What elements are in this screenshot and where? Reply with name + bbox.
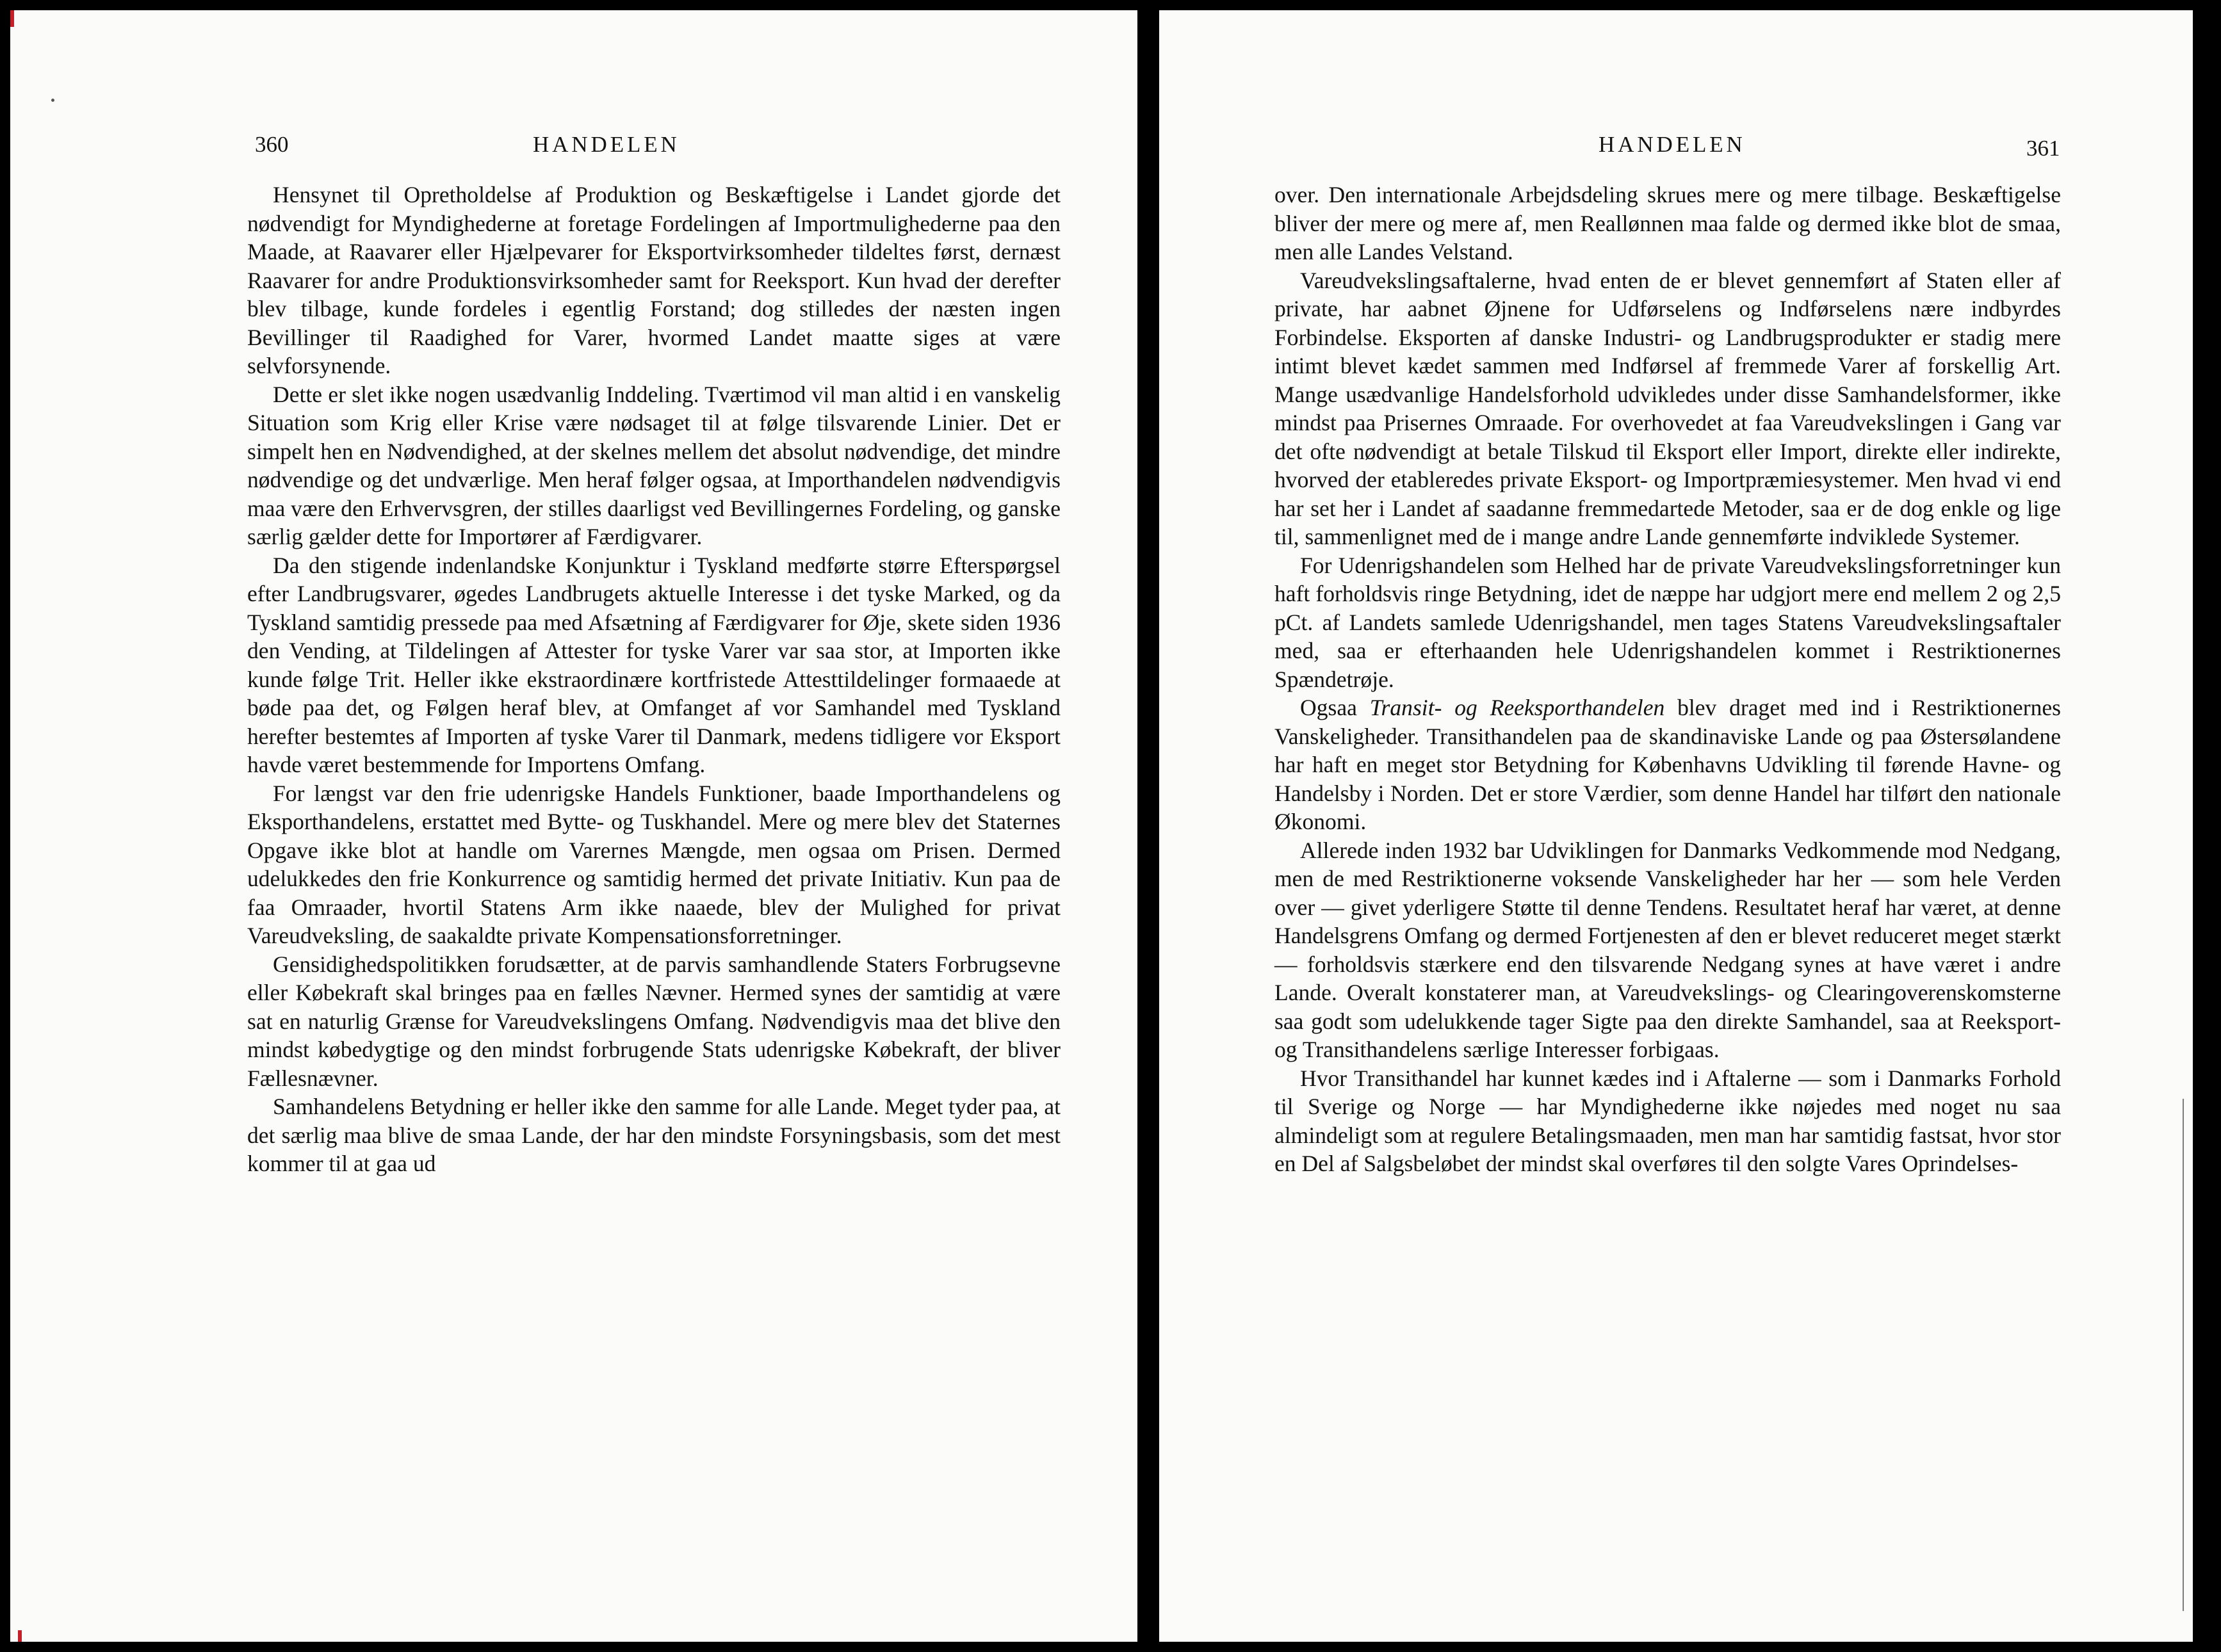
paragraph: Dette er slet ikke nogen usædvanlig Inddeling. Tværtimod vil man altid i en vanskelig Situation som Krig eller Krise være nødsaget til at følge tilsvarende Linier. Det er simpelt hen en Nødvendighed, at der skelnes mellem det absolut nødvendige, det mindre nødvendige og det undværlige. Men heraf følger ogsaa, at Importhandelen nødvendigvis maa være den Erhvervsgren, der stilles daarligst ved Bevillingernes Fordeling, og ganske særlig gælder dette for Importører af Færdigvarer. xyxy=(247,381,1061,549)
paragraph-with-italic xyxy=(1274,693,2061,836)
page-edge-line xyxy=(2183,1099,2184,1611)
body-text xyxy=(1274,181,2061,1178)
paragraph: For Udenrigshandelen som Helhed har de private Vareudvekslingsforretninger kun haft forholdsvis ringe Betydning, idet de næppe har udgjort mere end mellem 2 og 2,5 pCt. af Landets samlede Udenrigshandel, men tages Statens Vareudvekslingsaftaler med, saa er efterhaanden hele Udenrigshandelen kommet i Restriktionernes Spændetrøje. xyxy=(1274,552,2061,692)
right-page xyxy=(1159,10,2193,1642)
paragraph: Gensidighedspolitikken forudsætter, at de parvis samhandlende Staters Forbrugsevne eller Købekraft skal bringes paa en fælles Nævner. Hermed synes der samtidig at være sat en naturlig Grænse for Vareudvekslingens Omfang. Nødvendigvis maa det blive den mindst købedygtige og den mindst forbrugende Stats udenrigske Købekraft, der bliver Fællesnævner. xyxy=(247,951,1061,1091)
paragraph: Da den stigende indenlandske Konjunktur i Tyskland medførte større Efterspørgsel efter Landbrugsvarer, øgedes Landbrugets aktuelle Interesse i det tyske Marked, og da Tyskland samtidig pressede paa med Afsætning af Færdigvarer for Øje, skete siden 1936 den Vending, at Tildelingen af Attester for tyske Varer var saa stor, at Importen ikke kunde følge Trit. Heller ikke ekstraordinære kortfristede Attesttildelinger formaaede at bøde paa det, og Følgen heraf blev, at Omfanget af vor Samhandel med Tyskland herefter bestemtes af Importen af tyske Varer til Danmark, medens tidligere vor Eksport havde været bestemmende for Importens Omfang. xyxy=(247,552,1061,777)
page-number: 361 xyxy=(2026,136,2060,161)
paragraph: Samhandelens Betydning er heller ikke den samme for alle Lande. Meget tyder paa, at det særlig maa blive de smaa Lande, der har den mindste Forsyningsbasis, som det mest kommer til at gaa ud xyxy=(247,1094,1061,1176)
paragraph: Hvor Transithandel har kunnet kædes ind i Aftalerne — som i Danmarks Forhold til Sverige og Norge — har Myndighederne ikke nøjedes med noget nu saa almindeligt som at regulere Betalingsmaaden, men man har samtidig fastsat, hvor stor en Del af Salgsbeløbet der mindst skal overføres til den solgte Vares Oprindelses- xyxy=(1274,1065,2061,1176)
paragraph: Hensynet til Opretholdelse af Produktion og Beskæftigelse i Landet gjorde det nødvendigt for Myndighederne at foretage Fordelingen af Importmulighederne paa den Maade, at Raavarer eller Hjælpevarer for Eksportvirksomheder tildeltes først, dernæst Raavarer for andre Produktionsvirksomheder samt for Reeksport. Kun hvad der derefter blev tilbage, kunde fordeles i egentlig Forstand; dog stilledes der næsten ingen Bevillinger til Raadighed for Varer, hvormed Landet maatte siges at være selvforsynende. xyxy=(247,182,1061,378)
left-page xyxy=(10,10,1137,1642)
red-corner-mark xyxy=(10,10,14,27)
text-run: blev draget med ind i Restriktionernes Vanskeligheder. Transithandelen paa de skandinaviske Lande og paa Østersølandene har haft en meget stor Betydning for Københavns Udvikling til førende Havne- og Handelsby i Norden. Det er store Værdier, som denne Handel har tilført den nationale Økonomi. xyxy=(1274,695,2062,834)
paragraph: Allerede inden 1932 bar Udviklingen for Danmarks Vedkommende mod Nedgang, men de med Restriktionerne voksende Vanskeligheder har her — som hele Verden over — givet yderligere Støtte til denne Tendens. Resultatet heraf har været, at denne Handelsgrens Omfang og dermed Fortjenesten af den er blevet reduceret meget stærkt — forholdsvis stærkere end den tilsvarende Nedgang synes at have været i andre Lande. Overalt konstaterer man, at Vareudvekslings- og Clearingoverenskomsterne saa godt som udelukkende tager Sigte paa den direkte Samhandel, saa at Reeksport- og Transithandelens særlige Interesser forbigaas. xyxy=(1274,837,2061,1062)
text-run: Ogsaa xyxy=(1300,695,1370,720)
paragraph: Vareudvekslingsaftalerne, hvad enten de er blevet gennemført af Staten eller af private, har aabnet Øjnene for Udførselens og Indførselens nære indbyrdes Forbindelse. Eksporten af danske Industri- og Landbrugsprodukter er stadig mere intimt blevet kædet sammen med Indførsel af fremmede Varer af forskellig Art. Mange usædvanlige Handelsforhold udvikledes under disse Samhandelsformer, ikke mindst paa Prisernes Omraade. For overhovedet at faa Vareudvekslingen i Gang var det ofte nødvendigt at betale Tilskud til Eksport eller Import, direkte eller indirekte, hvorved der etableredes private Eksport- og Importpræmiesystemer. Men hvad vi end har set her i Landet af saadanne fremmedartede Metoder, saa er de dog enkle og lige til, sammenlignet med de i mange andre Lande gennemførte indviklede Systemer. xyxy=(1274,267,2061,549)
continued-paragraph: over. Den internationale Arbejdsdeling skrues mere og mere tilbage. Beskæftigelse bliver der mere og mere af, men Reallønnen maa falde og dermed ikke blot de smaa, men alle Landes Velstand. xyxy=(1274,182,2061,264)
page-number: 360 xyxy=(255,132,289,157)
running-head: HANDELEN xyxy=(1599,132,1746,157)
red-corner-mark-bottom xyxy=(18,1630,22,1642)
running-head: HANDELEN xyxy=(533,132,680,157)
italic-term: Transit- og Reeksporthandelen xyxy=(1369,695,1665,720)
margin-speck xyxy=(51,99,54,102)
body-text xyxy=(247,181,1061,1178)
paragraph: For længst var den frie udenrigske Handels Funktioner, baade Importhandelens og Eksporthandelens, erstattet med Bytte- og Tuskhandel. Mere og mere blev det Staternes Opgave ikke blot at handle om Varernes Mængde, men ogsaa om Prisen. Dermed udelukkedes den frie Konkurrence og samtidig hermed det private Initiativ. Kun paa de faa Omraader, hvortil Statens Arm ikke naaede, blev der Mulighed for privat Vareudveksling, de saakaldte private Kompensationsforretninger. xyxy=(247,780,1061,948)
